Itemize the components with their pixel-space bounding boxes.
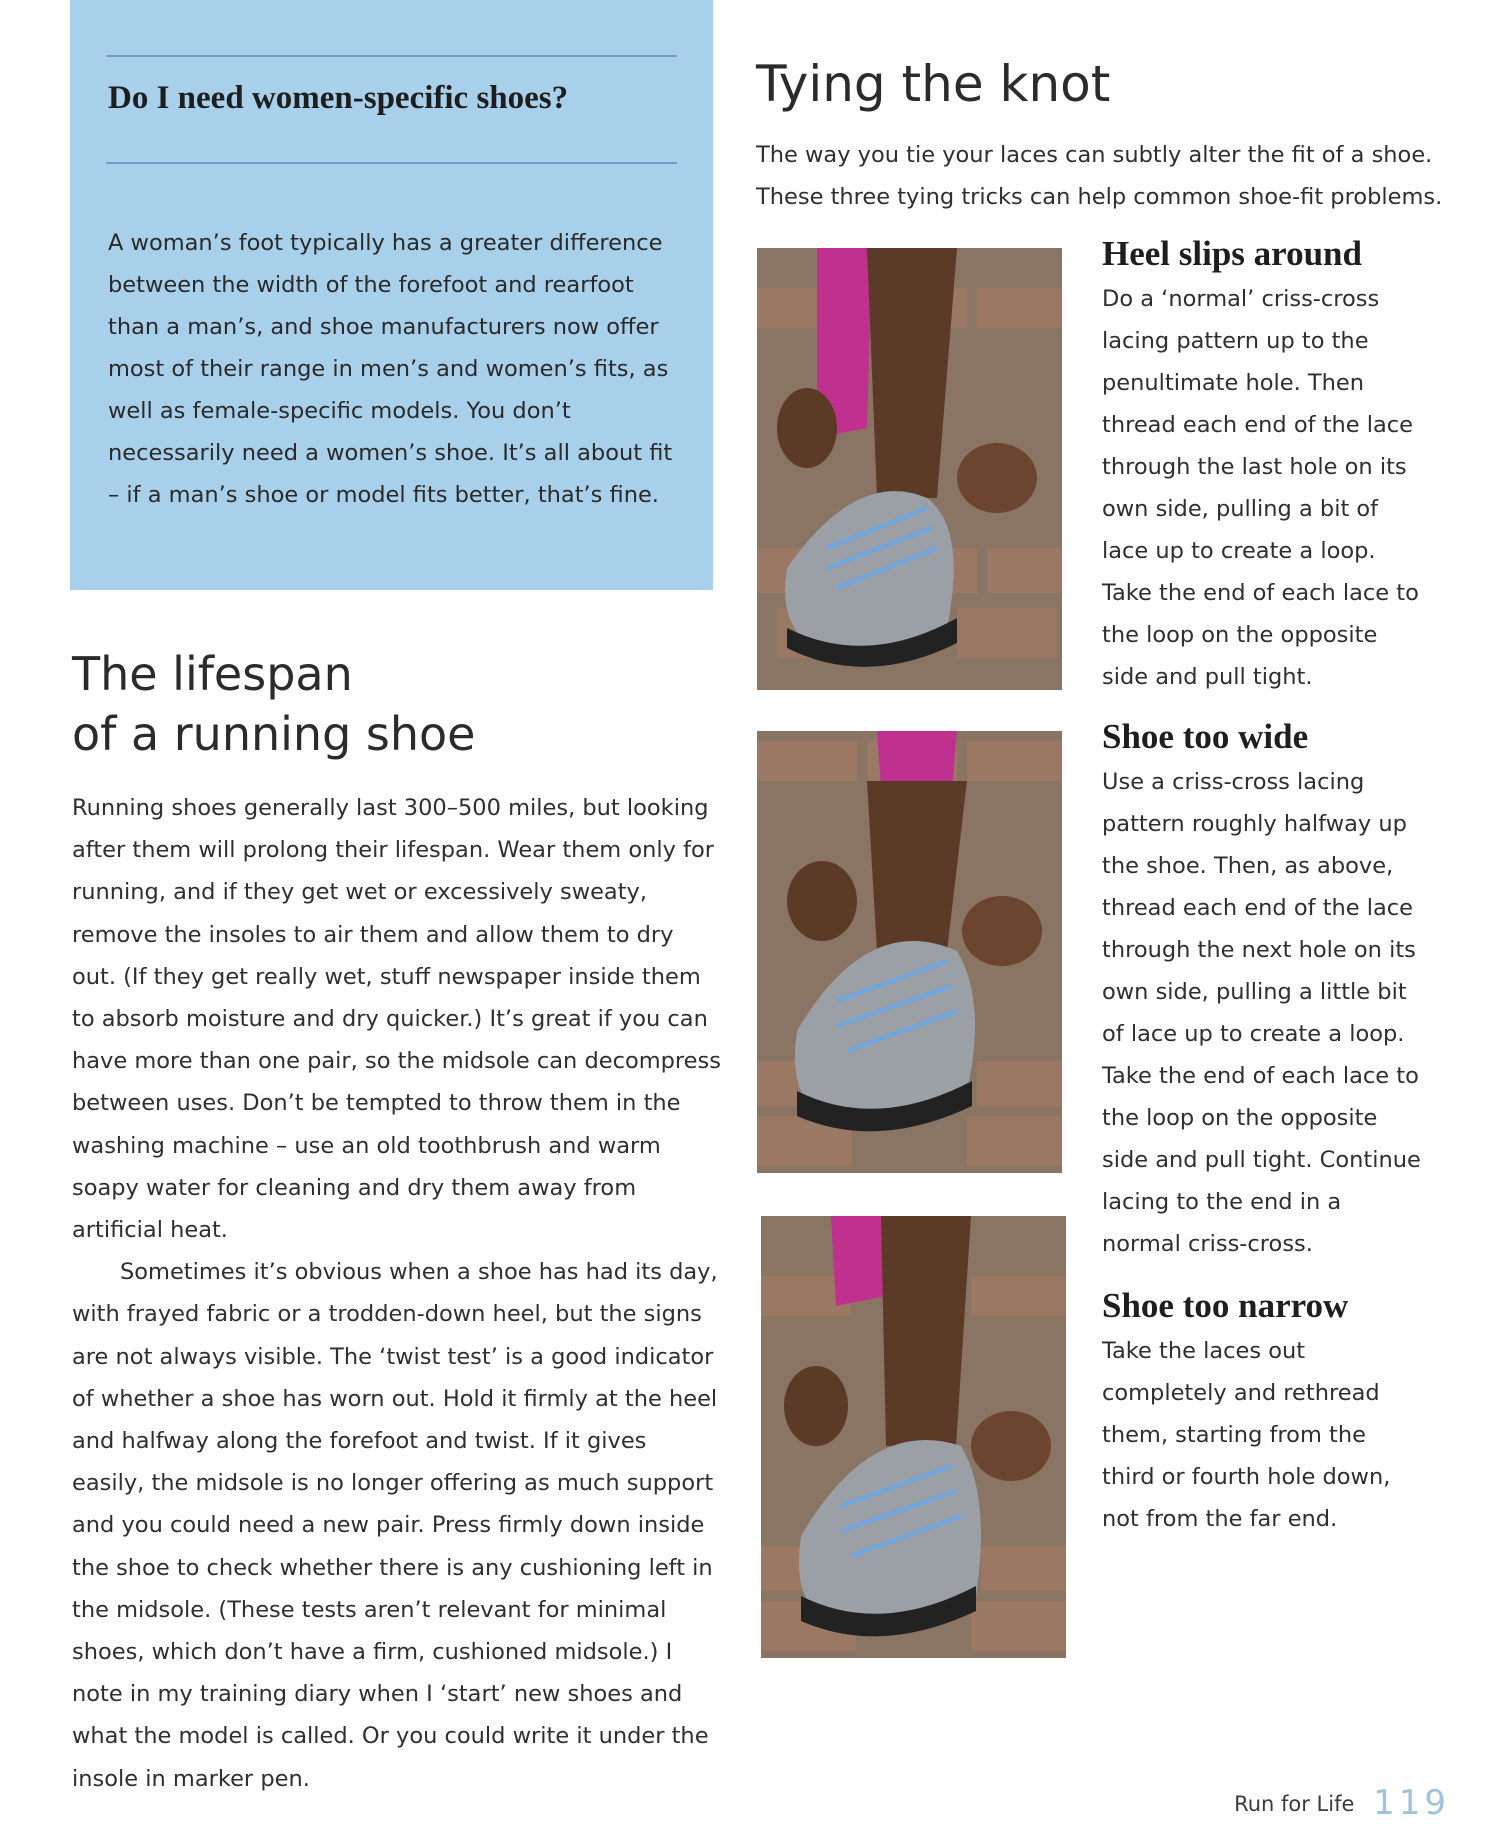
tip-body: Do a ‘normal’ criss-cross lacing pattern up to the penultimate hole. Then thread each end of the lace through the last hole on its own side, pulling a bit of lace up to create a loop. Take the end of each lace to the loop on the opposite side and pull tight.: [1102, 286, 1419, 690]
book-title: Run for Life: [1234, 1792, 1355, 1816]
lifespan-paragraph-2: Sometimes it’s obvious when a shoe has had its day, with frayed fabric or a trodden-down heel, but the signs are not always visible. The ‘twist test’ is a good indicator of whether a shoe has worn out. Hold it firmly at the heel and halfway along the forefoot and twist. If it gives easily, the midsole is no longer offering as much support and you could need a new pair. Press firmly down inside the shoe to check whether there is any cushioning left in the midsole. (These tests aren’t relevant for minimal shoes, which don’t have a firm, cushioned midsole.) I note in my training diary when I ‘start’ new shoes and what the model is called. Or you could write it under the insole in marker pen.: [72, 1259, 718, 1792]
page-footer: [1234, 1783, 1450, 1823]
tip-heading: Heel slips around: [1102, 234, 1362, 273]
tip-heel-slips: [1102, 232, 1422, 698]
tip-heading: Shoe too wide: [1102, 717, 1309, 756]
sidebar-bottom-rule: [106, 162, 677, 164]
lifespan-paragraph-1: Running shoes generally last 300–500 miles, but looking after them will prolong their lifespan. Wear them only for running, and if they get wet or excessively sweaty, remove the insoles to air them and allow them to dry out. (If they get really wet, stuff newspaper inside them to absorb moisture and dry quicker.) It’s great if you can have more than one pair, so the midsole can decompress between uses. Don’t be tempted to throw them in the washing machine – use an old toothbrush and warm soapy water for cleaning and dry them away from artificial heat.: [72, 795, 721, 1244]
photo-lacing-image: [761, 1216, 1066, 1658]
lifespan-body: [72, 787, 722, 1800]
tip-body: Take the laces out completely and rethread them, starting from the third or fourth hole down, not from the far end.: [1102, 1338, 1391, 1532]
photo-lacing-image: [757, 248, 1062, 690]
lifespan-title-line1: The lifespan: [72, 647, 353, 701]
tip-heading: Shoe too narrow: [1102, 1286, 1349, 1325]
sidebar-body: A woman’s foot typically has a greater difference between the width of the forefoot and rearfoot than a man’s, and shoe manufacturers now offer most of their range in men’s and women’s fits, as well as female-specific models. You don’t necessarily need a women’s shoe. It’s all about fit – if a man’s shoe or model fits better, that’s fine.: [108, 230, 673, 508]
sidebar-box: [70, 0, 713, 590]
page-number: 119: [1373, 1783, 1450, 1823]
tip-shoe-too-wide: [1102, 715, 1422, 1265]
tip-shoe-too-narrow: [1102, 1284, 1422, 1540]
photo-heel-slips: [757, 248, 1062, 690]
knot-intro: The way you tie your laces can subtly alter the fit of a shoe. These three tying tricks can help common shoe-fit problems.: [756, 142, 1443, 210]
sidebar-title: Do I need women-specific shoes?: [108, 80, 569, 116]
lifespan-title: [72, 644, 475, 764]
tip-body: Use a criss-cross lacing pattern roughly halfway up the shoe. Then, as above, thread each end of the lace through the next hole on its own side, pulling a little bit of lace up to create a loop. Take the end of each lace to the loop on the opposite side and pull tight. Continue lacing to the end in a normal criss-cross.: [1102, 769, 1421, 1257]
lifespan-title-line2: of a running shoe: [72, 707, 476, 761]
photo-lacing-image: [757, 731, 1062, 1173]
knot-title: Tying the knot: [756, 55, 1111, 113]
sidebar-top-rule: [106, 55, 677, 57]
photo-shoe-too-wide: [757, 731, 1062, 1173]
photo-shoe-too-narrow: [761, 1216, 1066, 1658]
